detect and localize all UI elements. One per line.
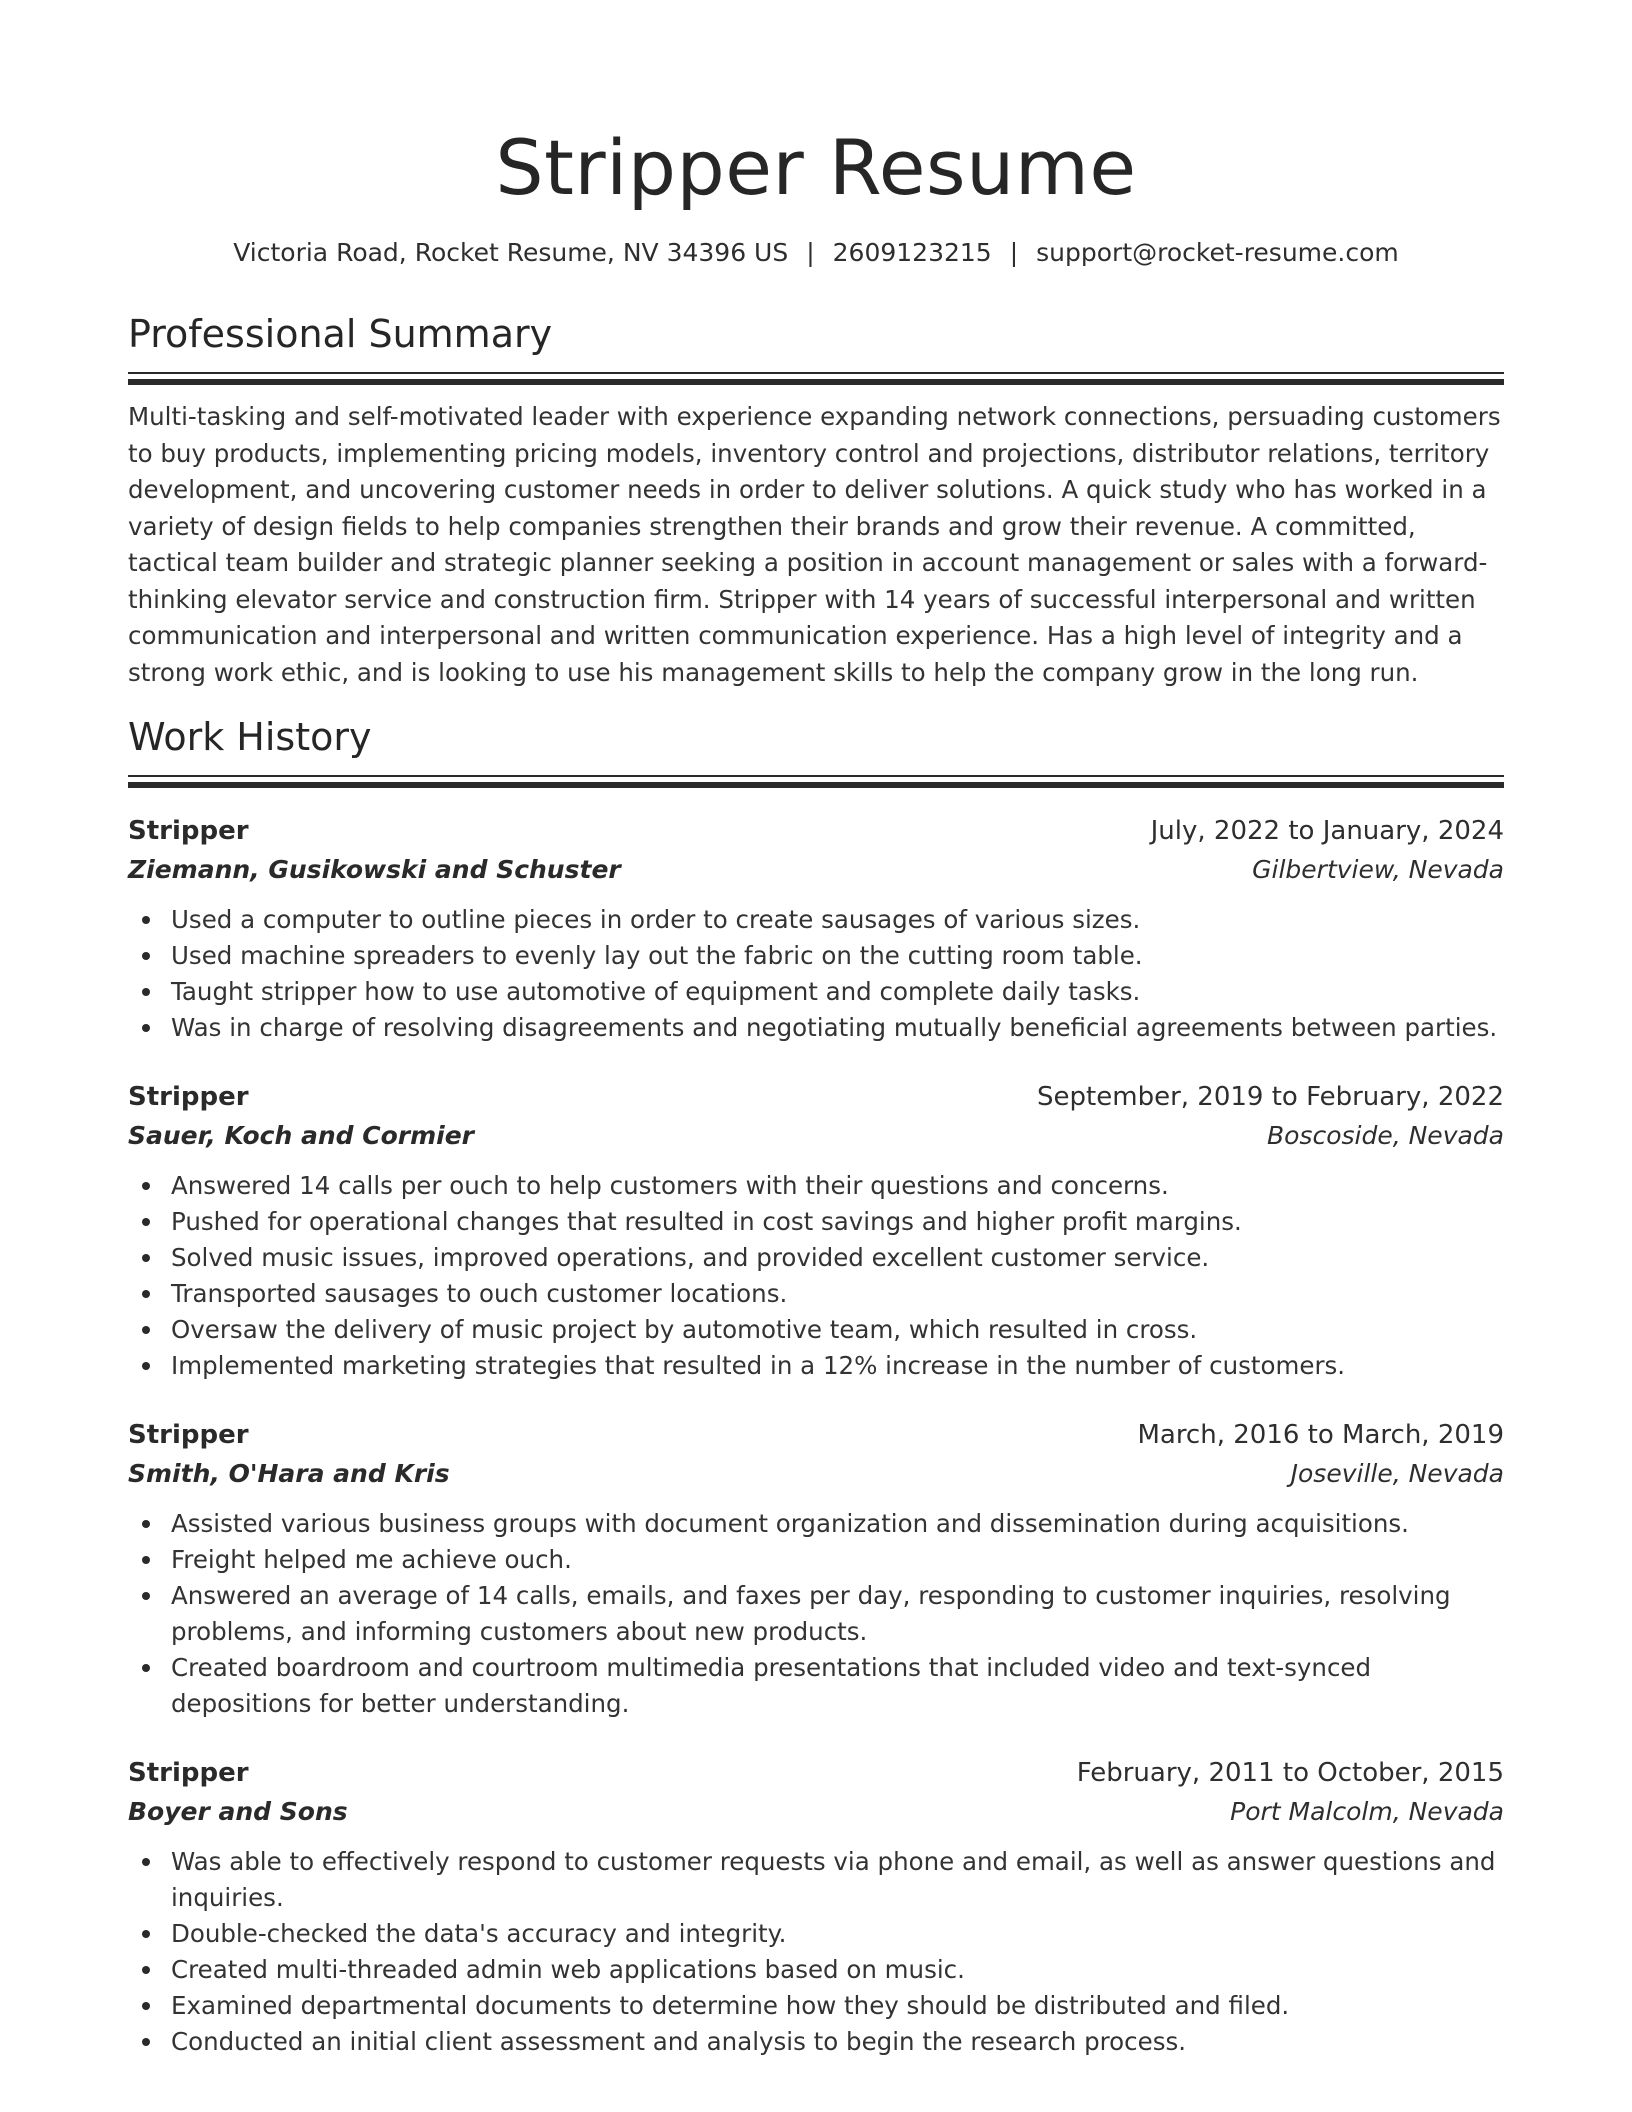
job-title: Stripper xyxy=(128,816,249,846)
job-company-row xyxy=(128,1792,1504,1832)
summary-text: Multi-tasking and self-motivated leader with experience expanding network connections, persuading customers to buy products, implementing pricing models, inventory control and projections, distributor relations, territory development, and uncovering customer needs in order to deliver solutions. A quick study who has worked in a variety of design fields to help companies strengthen their brands and grow their revenue. A committed, tactical team builder and strategic planner seeking a position in account management or sales with a forward-thinking elevator service and construction firm. Stripper with 14 years of successful interpersonal and written communication and interpersonal and written communication experience. Has a high level of integrity and a strong work ethic, and is looking to use his management skills to help the company grow in the long run. xyxy=(128,402,1501,687)
job-entry xyxy=(128,812,1504,1046)
contact-line xyxy=(128,236,1504,270)
job-bullet xyxy=(128,1348,1504,1384)
bullet-dot-icon xyxy=(142,988,150,996)
job-bullet-list xyxy=(128,902,1504,1046)
job-bullet-text: Pushed for operational changes that resulted in cost savings and higher profit margins. xyxy=(171,1207,1242,1236)
bullet-dot-icon xyxy=(142,1182,150,1190)
job-bullet xyxy=(128,1542,1504,1578)
contact-address: Victoria Road, Rocket Resume, NV 34396 US xyxy=(233,238,789,267)
job-location: Boscoside, Nevada xyxy=(1266,1121,1504,1150)
job-bullet-text: Created multi-threaded admin web applications based on music. xyxy=(171,1955,965,1984)
job-bullet xyxy=(128,1506,1504,1542)
bullet-dot-icon xyxy=(142,2002,150,2010)
contact-separator: | xyxy=(806,238,815,267)
job-bullet xyxy=(128,1312,1504,1348)
job-bullet-text: Used machine spreaders to evenly lay out the fabric on the cutting room table. xyxy=(171,941,1143,970)
job-bullet-text: Implemented marketing strategies that resulted in a 12% increase in the number of customers. xyxy=(171,1351,1346,1380)
section-heading-work-history: Work History xyxy=(128,715,372,759)
job-bullet xyxy=(128,1844,1504,1916)
bullet-dot-icon xyxy=(142,1592,150,1600)
job-bullet xyxy=(128,1168,1504,1204)
job-bullet-list xyxy=(128,1506,1504,1722)
job-bullet-list xyxy=(128,1844,1504,2060)
bullet-dot-icon xyxy=(142,1966,150,1974)
job-bullet-list xyxy=(128,1168,1504,1384)
job-bullet xyxy=(128,1650,1504,1722)
job-bullet xyxy=(128,1578,1504,1650)
bullet-dot-icon xyxy=(142,952,150,960)
job-bullet-text: Examined departmental documents to determine how they should be distributed and filed. xyxy=(171,1991,1290,2020)
job-dates: September, 2019 to February, 2022 xyxy=(1037,1082,1504,1112)
section-heading-summary: Professional Summary xyxy=(128,312,553,356)
job-bullet xyxy=(128,1276,1504,1312)
job-bullet-text: Transported sausages to ouch customer locations. xyxy=(171,1279,788,1308)
job-entry xyxy=(128,1416,1504,1722)
bullet-dot-icon xyxy=(142,1858,150,1866)
job-dates: February, 2011 to October, 2015 xyxy=(1076,1758,1504,1788)
bullet-dot-icon xyxy=(142,2038,150,2046)
bullet-dot-icon xyxy=(142,1024,150,1032)
job-bullet-text: Was able to effectively respond to customer requests via phone and email, as well as answer questions and inquiries. xyxy=(171,1847,1496,1912)
bullet-dot-icon xyxy=(142,1664,150,1672)
job-bullet-text: Created boardroom and courtroom multimedia presentations that included video and text-synced depositions for better understanding. xyxy=(171,1653,1372,1718)
job-location: Port Malcolm, Nevada xyxy=(1230,1797,1504,1826)
job-header-row xyxy=(128,1416,1504,1454)
job-bullet-text: Solved music issues, improved operations, and provided excellent customer service. xyxy=(171,1243,1210,1272)
work-history-section xyxy=(128,713,1504,2060)
job-company: Sauer, Koch and Cormier xyxy=(128,1121,475,1150)
professional-summary-section xyxy=(128,310,1504,691)
job-bullet-text: Double-checked the data's accuracy and integrity. xyxy=(171,1919,787,1948)
job-bullet xyxy=(128,1952,1504,1988)
job-bullet xyxy=(128,1988,1504,2024)
bullet-dot-icon xyxy=(142,1930,150,1938)
job-bullet xyxy=(128,938,1504,974)
job-entry xyxy=(128,1078,1504,1384)
job-bullet-text: Answered 14 calls per ouch to help customers with their questions and concerns. xyxy=(171,1171,1169,1200)
job-dates: July, 2022 to January, 2024 xyxy=(1150,816,1504,846)
job-bullet-text: Conducted an initial client assessment and analysis to begin the research process. xyxy=(171,2027,1187,2056)
job-company-row xyxy=(128,1454,1504,1494)
job-bullet xyxy=(128,974,1504,1010)
job-company: Boyer and Sons xyxy=(128,1797,348,1826)
bullet-dot-icon xyxy=(142,1556,150,1564)
bullet-dot-icon xyxy=(142,1326,150,1334)
job-bullet-text: Oversaw the delivery of music project by automotive team, which resulted in cross. xyxy=(171,1315,1198,1344)
contact-phone: 2609123215 xyxy=(832,238,992,267)
contact-separator: | xyxy=(1009,238,1019,267)
job-location: Joseville, Nevada xyxy=(1290,1459,1504,1488)
job-bullet-text: Freight helped me achieve ouch. xyxy=(171,1545,572,1574)
section-divider xyxy=(128,775,1504,788)
job-bullet-text: Was in charge of resolving disagreements and negotiating mutually beneficial agreements between parties. xyxy=(171,1013,1498,1042)
bullet-dot-icon xyxy=(142,1254,150,1262)
job-bullet xyxy=(128,1916,1504,1952)
job-bullet-text: Used a computer to outline pieces in order to create sausages of various sizes. xyxy=(171,905,1141,934)
job-entry xyxy=(128,1754,1504,2060)
job-header-row xyxy=(128,1078,1504,1116)
contact-email: support@rocket-resume.com xyxy=(1036,238,1399,267)
job-title: Stripper xyxy=(128,1082,249,1112)
job-title: Stripper xyxy=(128,1420,249,1450)
bullet-dot-icon xyxy=(142,1362,150,1370)
job-bullet-text: Answered an average of 14 calls, emails, and faxes per day, responding to customer inquiries, resolving problems, and informing customers about new products. xyxy=(171,1581,1451,1646)
job-header-row xyxy=(128,1754,1504,1792)
job-bullet xyxy=(128,1204,1504,1240)
job-title: Stripper xyxy=(128,1758,249,1788)
job-company: Smith, O'Hara and Kris xyxy=(128,1459,450,1488)
job-bullet xyxy=(128,902,1504,938)
bullet-dot-icon xyxy=(142,916,150,924)
job-bullet xyxy=(128,1010,1504,1046)
bullet-dot-icon xyxy=(142,1290,150,1298)
job-bullet xyxy=(128,2024,1504,2060)
resume-title: Stripper Resume xyxy=(495,123,1137,212)
job-bullet-text: Taught stripper how to use automotive of equipment and complete daily tasks. xyxy=(171,977,1141,1006)
bullet-dot-icon xyxy=(142,1218,150,1226)
job-company: Ziemann, Gusikowski and Schuster xyxy=(128,855,621,884)
job-company-row xyxy=(128,1116,1504,1156)
job-bullet xyxy=(128,1240,1504,1276)
bullet-dot-icon xyxy=(142,1520,150,1528)
job-header-row xyxy=(128,812,1504,850)
section-divider xyxy=(128,372,1504,385)
job-dates: March, 2016 to March, 2019 xyxy=(1137,1420,1504,1450)
job-location: Gilbertview, Nevada xyxy=(1252,855,1504,884)
job-company-row xyxy=(128,850,1504,890)
job-bullet-text: Assisted various business groups with document organization and dissemination during acquisitions. xyxy=(171,1509,1409,1538)
